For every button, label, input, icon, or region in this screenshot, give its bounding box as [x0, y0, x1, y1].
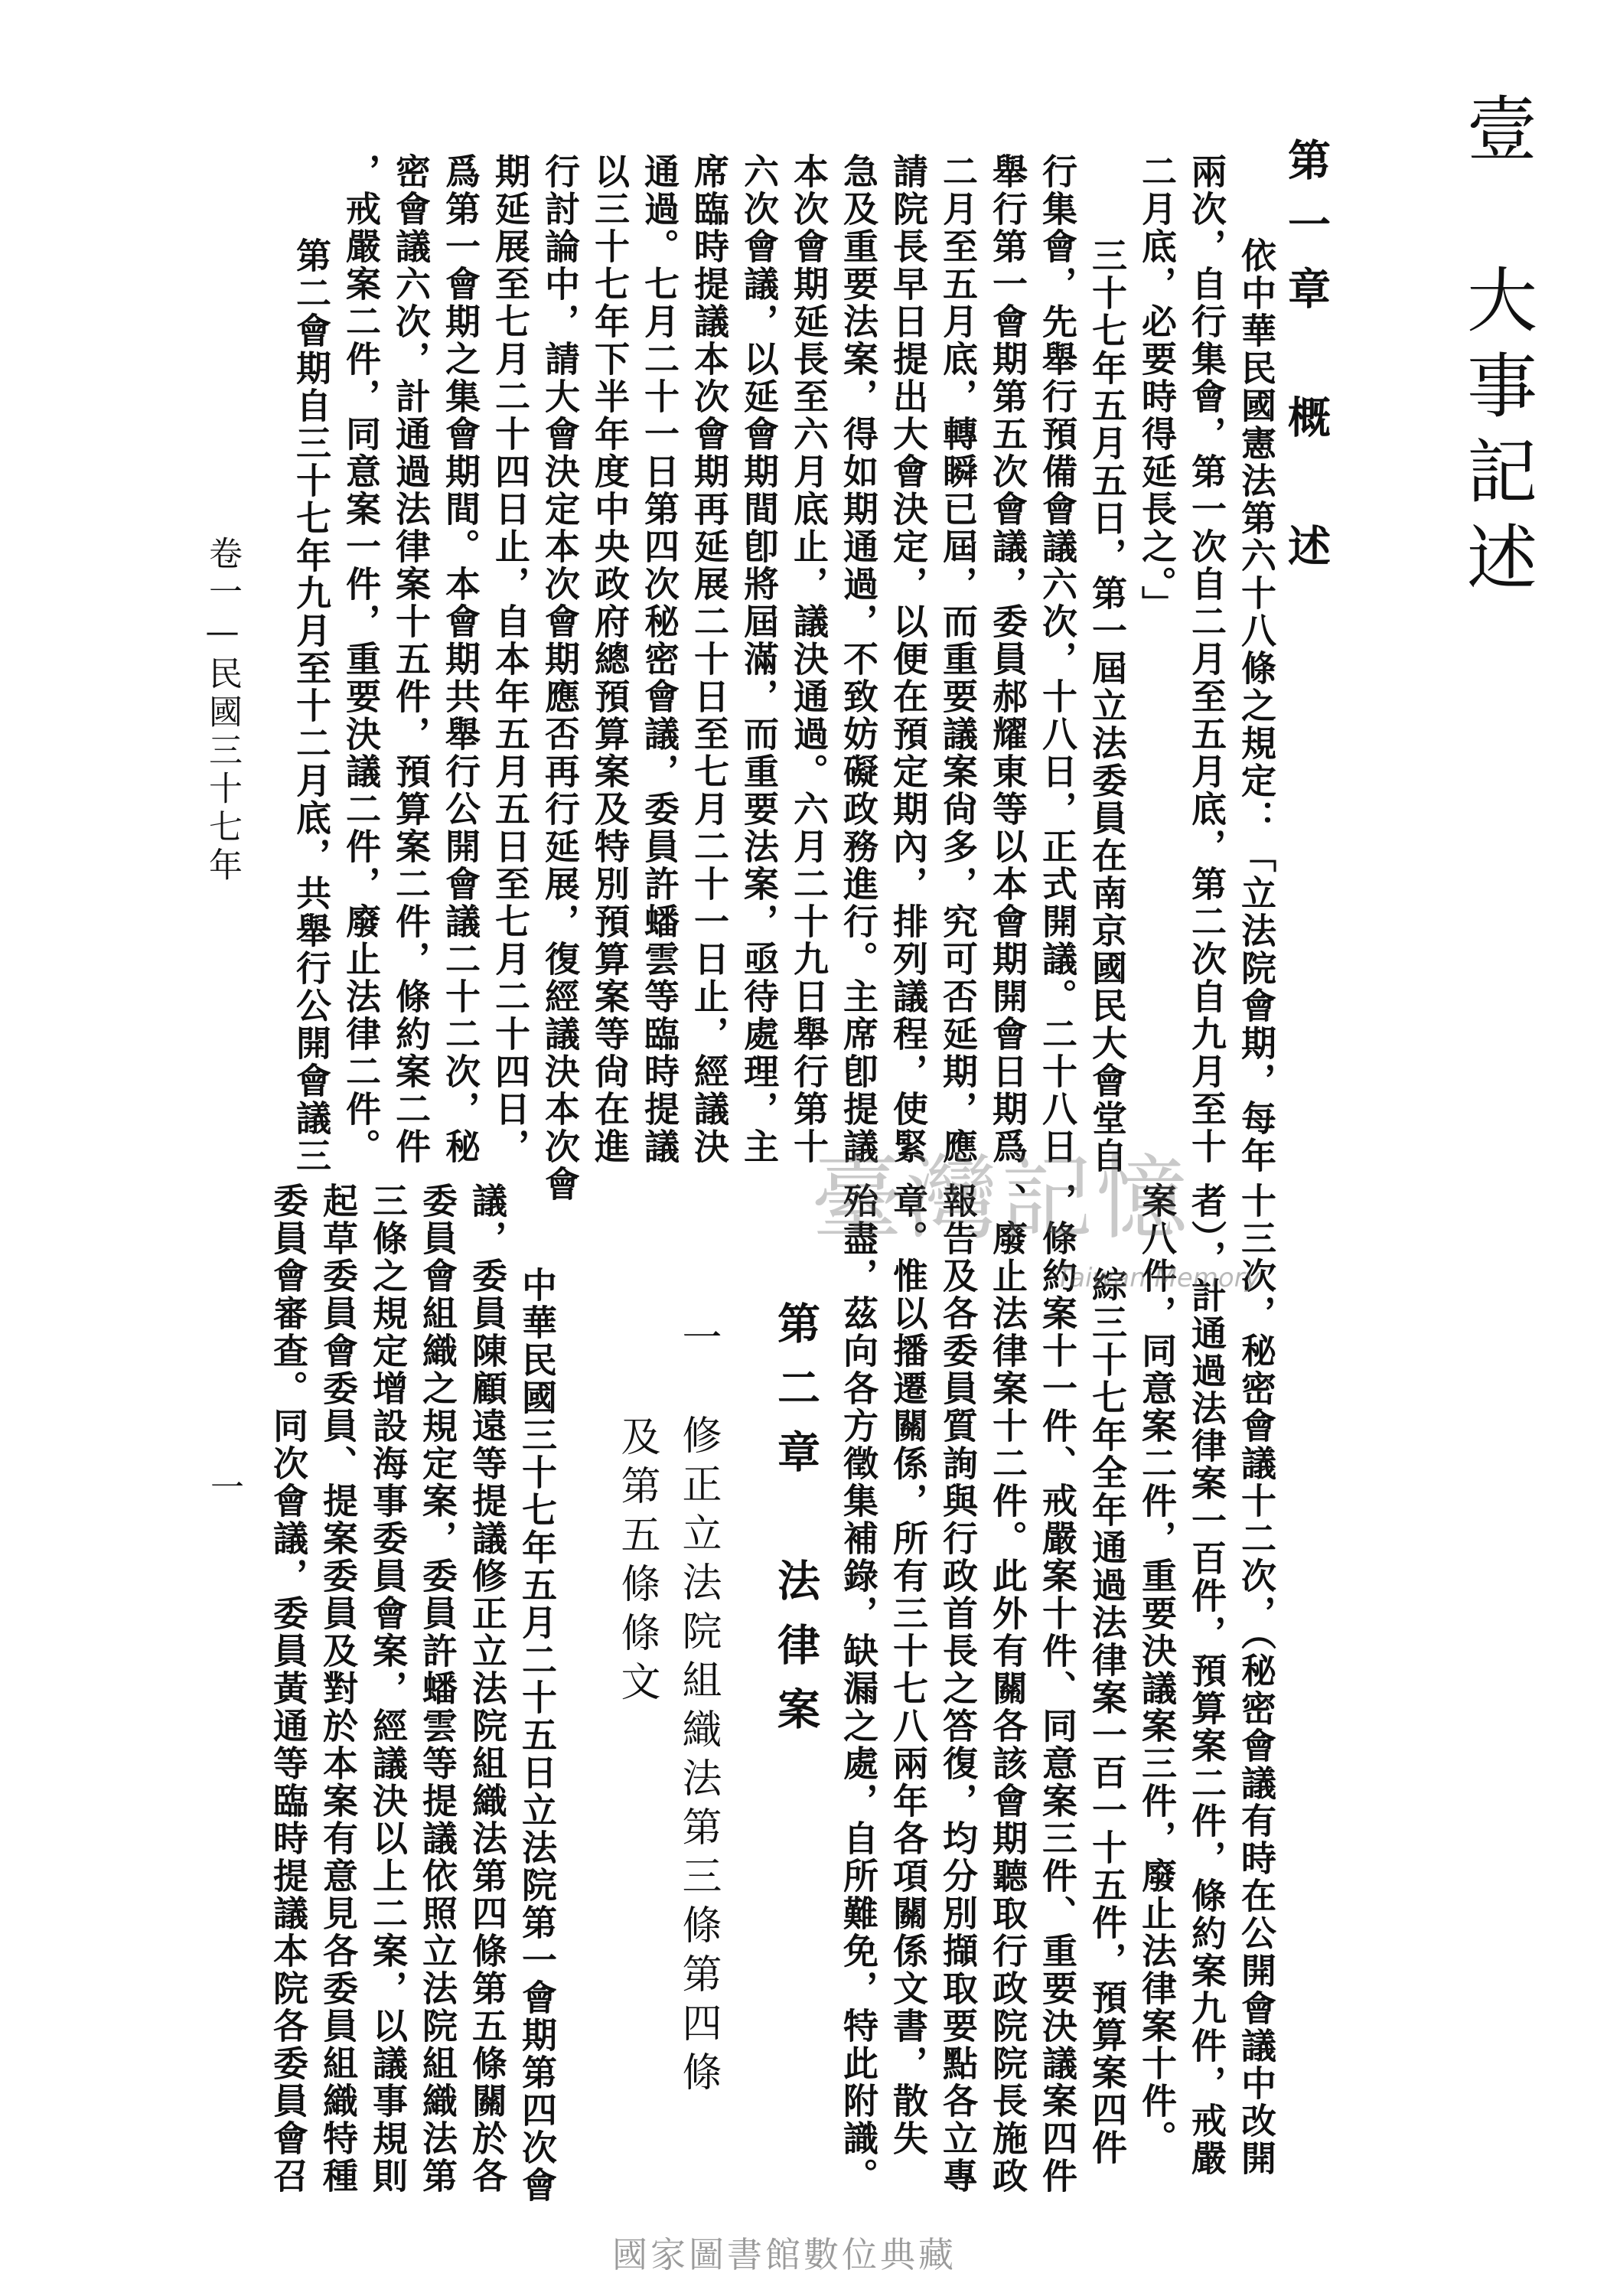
chapter-2-line: 三條之規定增設海事委員會案，經議決以上二案，以議事規則 [367, 1182, 409, 2195]
continuation-line: ，條約案十一件、戒嚴案十件、同意案三件、重要決議案四件 [1037, 1182, 1078, 2195]
section-title: 壹 大事記述 [1455, 92, 1537, 606]
chapter-2-line: 議，委員陳顧遠等提議修正立法院組織法第四條第五條關於各 [467, 1182, 508, 2195]
chapter-1-line: 舉行第一會期第五次會議，委員郝耀東等以本會期開會日期爲 [987, 153, 1028, 1166]
continuation-line: 章。惟以播遷關係，所有三十七八兩年各項關係文書，散失 [888, 1182, 929, 2157]
continuation-line: 案八件，同意案二件，重要決議案三件，廢止法律案十件。 [1136, 1182, 1178, 2157]
watermark-logo: 臺灣記憶 [811, 1146, 1191, 1252]
chapter-1-line: 兩次，自行集會，第一次自二月至五月底，第二次自九月至十 [1186, 153, 1227, 1166]
continuation-line: 報告及各委員質詢與行政首長之答復，均分別擷取要點各立專 [937, 1182, 979, 2195]
chapter-1-line: 期延展至七月二十四日止，自本年五月五日至七月二十四日， [490, 153, 531, 1166]
watermark-subtext: Taiwan Memory [1056, 1263, 1260, 1293]
chapter-2-line: 委員會組織之規定案，委員許蟠雲等提議依照立法院組織法第 [417, 1182, 458, 2195]
chapter-2-subheading: 及第五條條文 [614, 1416, 660, 1710]
chapter-1-line: 第二會期自三十七年九月至十二月底，共舉行公開會議三 [291, 237, 332, 1175]
chapter-1-line: 通過。七月二十一日第四次秘密會議，委員許蟠雲等臨時提議 [639, 153, 680, 1166]
library-mark: 國家圖書館數位典藏 [612, 2234, 957, 2275]
continuation-line: 十三次，秘密會議十二次，（秘密會議有時在公開會議中改開 [1236, 1182, 1277, 2177]
chapter-1-line: 二月底，必要時得延長之。」 [1136, 153, 1178, 623]
chapter-1-line: 請院長早日提出大會決定，以便在預定期內，排列議程，使緊 [888, 153, 929, 1166]
chapter-1-line: 行集會，先舉行預備會議六次，十八日，正式開議。二十八日 [1037, 153, 1078, 1166]
continuation-line: 殆盡，茲向各方徵集補錄，缺漏之處，自所難免，特此附識。 [838, 1182, 879, 2195]
continuation-line: 綜三十七年全年通過法律案一百一十五件，預算案四件 [1087, 1267, 1128, 2167]
chapter-1-heading: 第一章 概 述 [1281, 138, 1332, 588]
chapter-2-line: 起草委員會委員、提案委員及對於本案有意見各委員組織特種 [318, 1182, 359, 2195]
chapter-1-line: 三十七年五月五日，第一屆立法委員在南京國民大會堂自 [1087, 237, 1128, 1175]
volume-footer: 卷一—民國三十七年 [203, 536, 242, 885]
chapter-1-line: 爲第一會期之集會期間。本會期共舉行公開會議二十二次，秘 [440, 153, 481, 1166]
chapter-1-line: 二月至五月底，轉瞬已屆，而重要議案尙多，究可否延期，應 [937, 153, 979, 1166]
chapter-2-line: 委員會審查。同次會議，委員黃通等臨時提議本院各委員會召 [268, 1182, 309, 2195]
chapter-1-line: 密會議六次，計通過法律案十五件，預算案二件，條約案二件 [390, 153, 432, 1166]
chapter-2-line: 中華民國三十七年五月二十五日立法院第一會期第四次會 [517, 1267, 558, 2204]
continuation-line: 者），計通過法律案一百件，預算案二件，條約案九件，戒嚴 [1186, 1182, 1227, 2177]
chapter-1-line: 急及重要法案，得如期通過，不致妨礙政務進行。主席卽提議 [838, 153, 879, 1166]
chapter-2-heading: 第二章 法律案 [771, 1301, 821, 1751]
chapter-1-line: ，戒嚴案二件，同意案一件，重要決議二件，廢止法律二件。 [341, 153, 382, 1166]
chapter-1-line: 以三十七年下半年度中央政府總預算案及特別預算案等尙在進 [589, 153, 631, 1166]
continuation-line: 、廢止法律案十二件。此外有關各該會期聽取行政院院長施政 [987, 1182, 1028, 2195]
chapter-2-subheading: 一 修正立法院組織法第三條第四條 [675, 1316, 721, 2100]
chapter-1-line: 行討論中，請大會決定本次會期應否再行延展，復經議決本次會 [539, 153, 581, 1203]
chapter-1-line: 本次會期延長至六月底止，議決通過。六月二十九日舉行第十 [788, 153, 830, 1166]
chapter-1-line: 席臨時提議本次會期再延展二十日至七月二十一日止，經議決 [689, 153, 730, 1166]
page-number: 一 [204, 1469, 243, 1505]
chapter-1-line: 六次會議，以延會期間卽將屆滿，而重要法案，亟待處理，主 [738, 153, 780, 1166]
chapter-1-line: 依中華民國憲法第六十八條之規定：「立法院會期，每年 [1236, 237, 1277, 1175]
